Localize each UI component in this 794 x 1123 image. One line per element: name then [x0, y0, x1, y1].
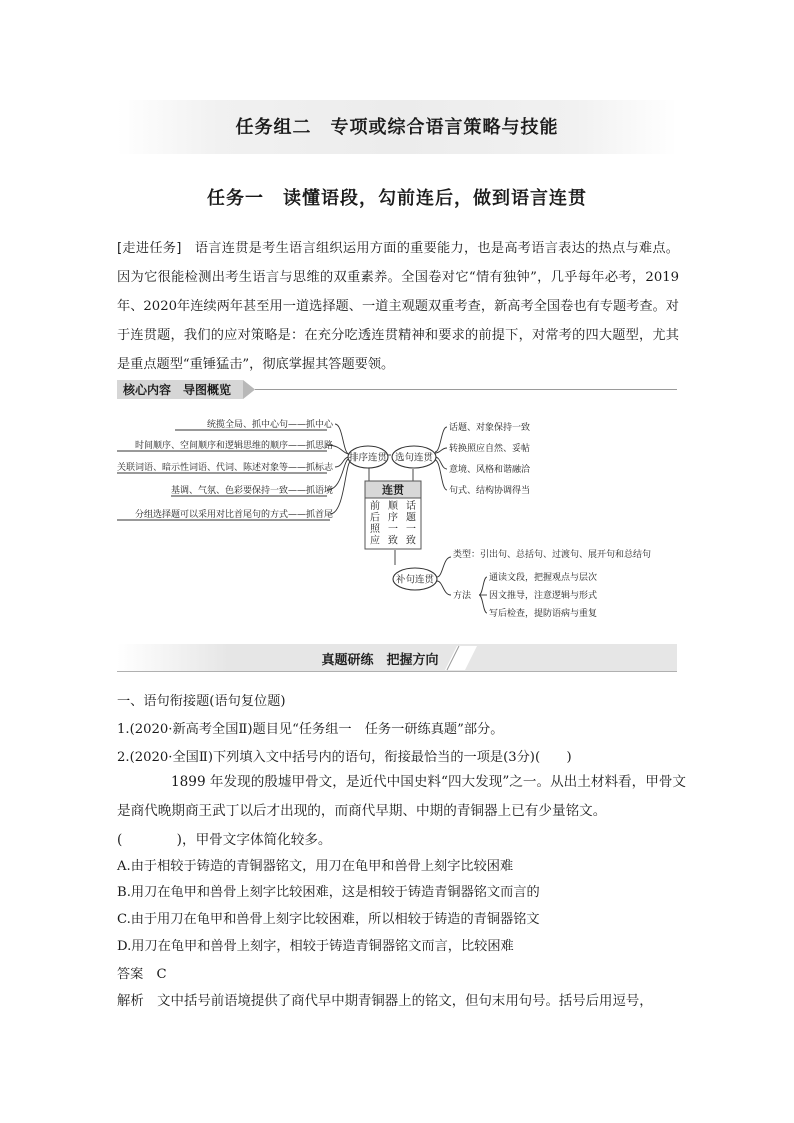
question-1: 1.(2020·新高考全国Ⅱ)题目见“任务组一 任务一研练真题”部分。: [117, 722, 504, 737]
sort-item: 时间顺序、空间顺序和逻辑思维的顺序——抓思路: [134, 441, 333, 451]
method-item: 写后检查，提防语病与重复: [489, 609, 598, 619]
intro-paragraph: [117, 234, 679, 379]
option-d: D.用刀在龟甲和兽骨上刻字，相较于铸造青铜器铭文而言，比较困难: [117, 939, 514, 954]
question-heading: 一、语句衔接题(语句复位题): [117, 694, 286, 709]
passage: [117, 768, 687, 855]
passage-line: ( )，甲骨文字体简化较多。: [117, 832, 332, 848]
center-title: 连贯: [382, 483, 404, 497]
option-b: B.用刀在龟甲和兽骨上刻字比较困难，这是相较于铸造青铜器铭文而言的: [117, 885, 540, 900]
task-title: 任务一 读懂语段，勾前连后，做到语言连贯: [207, 188, 587, 209]
analysis: 解析 文中括号前语境提供了商代早中期青铜器上的铭文，但句末用句号。括号后用逗号，: [117, 994, 653, 1009]
method-label: 方法: [453, 591, 472, 601]
mind-map: [117, 405, 677, 620]
type-label: 类型：引出句、总括句、过渡句、展开句和总结句: [453, 550, 652, 560]
center-column-text: 顺序一致: [388, 501, 398, 547]
select-item: 句式、结构协调得当: [449, 486, 531, 496]
answer: 答案 C: [117, 967, 167, 982]
sort-node: 排序连贯: [348, 452, 388, 464]
option-c: C.由于用刀在龟甲和兽骨上刻字比较困难，所以相较于铸造的青铜器铭文: [117, 912, 540, 927]
sort-item: 基调、气氛、色彩要保持一致——抓语境: [170, 486, 333, 496]
sort-item: 统揽全局、抓中心句——抓中心: [206, 420, 333, 430]
intro-text: 语言连贯是考生语言组织运用方面的重要能力，也是高考语言表达的热点与难点。因为它很能检测出考生语言与思维的双重素养。全国卷对它“情有独钟”，几乎每年必考，2019年、2020年连续两年甚至用一道选择题、一道主观题双重考查，新高考全国卷也有专题考查。对于连贯题，我们的应对策略是：在充分吃透连贯精神和要求的前提下，对常考的四大题型，尤其是重点题型“重锤猛击”，彻底掌握其答题要领。: [117, 241, 679, 372]
passage-line: 是商代晚期商王武丁以后才出现的，而商代早期、中期的青铜器上已有少量铭文。: [117, 803, 607, 819]
group-title: 任务组二 专项或综合语言策略与技能: [235, 117, 559, 138]
method-item: 因文推导，注意逻辑与形式: [489, 591, 598, 601]
center-column-text: 话题一致: [406, 501, 416, 547]
sort-item: 分组选择题可以采用对比首尾句的方式——抓首尾: [134, 510, 333, 520]
supplement-node: 补句连贯: [395, 574, 435, 586]
section-band-title: 真题研练 把握方向: [321, 653, 439, 668]
passage-line: 1899 年发现的殷墟甲骨文，是近代中国史料“四大发现”之一。从出土材料看，甲骨文: [171, 774, 687, 790]
select-item: 意境、风格和谐融洽: [449, 465, 531, 475]
center-column-text: 前后照应: [370, 501, 380, 547]
section-header-rule: [255, 389, 677, 390]
select-item: 转换照应自然、妥帖: [449, 444, 531, 454]
select-item: 话题、对象保持一致: [449, 423, 531, 433]
question-2: 2.(2020·全国Ⅱ)下列填入文中括号内的语句，衔接最恰当的一项是(3分)( ): [117, 750, 572, 765]
section-header-title: 核心内容 导图概览: [123, 383, 232, 397]
center-columns: [370, 499, 416, 547]
option-a: A.由于相较于铸造的青铜器铭文，用刀在龟甲和兽骨上刻字比较困难: [117, 859, 514, 874]
sort-item: 关联词语、暗示性词语、代词、陈述对象等——抓标志: [117, 463, 333, 473]
method-item: 通读文段，把握观点与层次: [489, 573, 598, 583]
select-node: 选句连贯: [394, 452, 434, 464]
intro-label: [走进任务]: [117, 241, 182, 256]
